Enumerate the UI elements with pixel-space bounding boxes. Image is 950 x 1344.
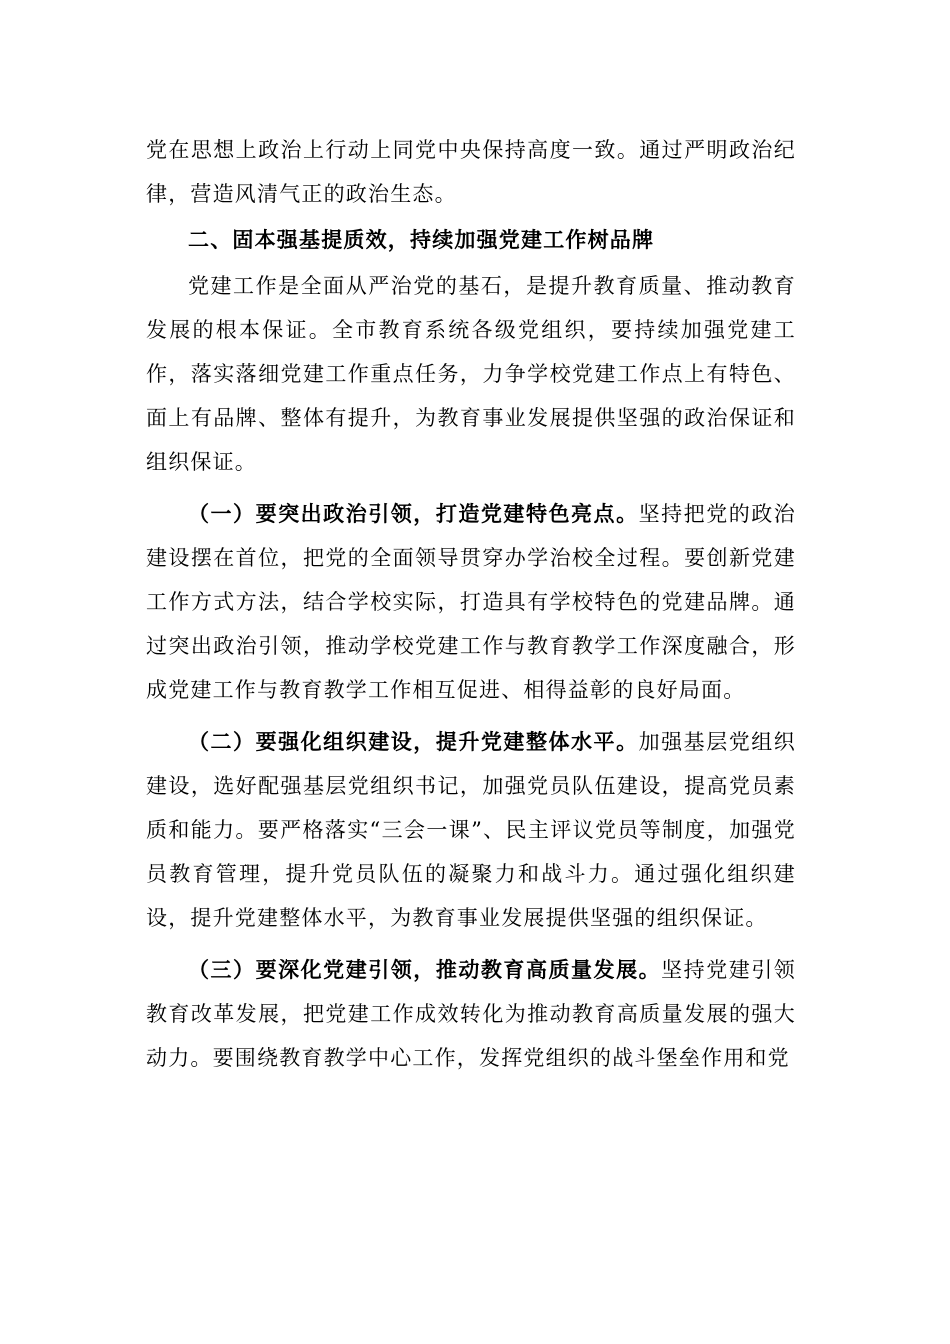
subsection-2-lead: （二）要强化组织建设，提升党建整体水平。 <box>188 729 639 754</box>
subsection-3 <box>146 948 796 1080</box>
section-heading-2: 二、固本强基提质效，持续加强党建工作树品牌 <box>188 227 655 252</box>
subsection-1-lead: （一）要突出政治引领，打造党建特色亮点。 <box>188 501 639 526</box>
paragraph-party-building: 党建工作是全面从严治党的基石，是提升教育质量、推动教育发展的根本保证。全市教育系统各级党组织，要持续加强党建工作，落实落细党建工作重点任务，力争学校党建工作点上有特色、面上有品牌、整体有提升，为教育事业发展提供坚强的政治保证和组织保证。 <box>146 274 796 474</box>
subsection-2 <box>146 720 796 940</box>
paragraph-continued: 党在思想上政治上行动上同党中央保持高度一致。通过严明政治纪律，营造风清气正的政治生态。 <box>146 138 796 206</box>
subsection-1 <box>146 492 796 712</box>
document-body <box>146 128 796 1080</box>
subsection-1-body: 坚持把党的政治建设摆在首位，把党的全面领导贯穿办学治校全过程。要创新党建工作方式方法，结合学校实际，打造具有学校特色的党建品牌。通过突出政治引领，推动学校党建工作与教育教学工作深度融合，形成党建工作与教育教学工作相互促进、相得益彰的良好局面。 <box>146 502 796 702</box>
subsection-3-lead: （三）要深化党建引领，推动教育高质量发展。 <box>188 957 662 982</box>
subsection-2-body: 加强基层党组织建设，选好配强基层党组织书记，加强党员队伍建设，提高党员素质和能力。要严格落实“三会一课”、民主评议党员等制度，加强党员教育管理，提升党员队伍的凝聚力和战斗力。通过强化组织建设，提升党建整体水平，为教育事业发展提供坚强的组织保证。 <box>146 730 796 930</box>
subsection-3-body: 坚持党建引领教育改革发展，把党建工作成效转化为推动教育高质量发展的强大动力。要围绕教育教学中心工作，发挥党组织的战斗堡垒作用和党 <box>146 958 796 1070</box>
